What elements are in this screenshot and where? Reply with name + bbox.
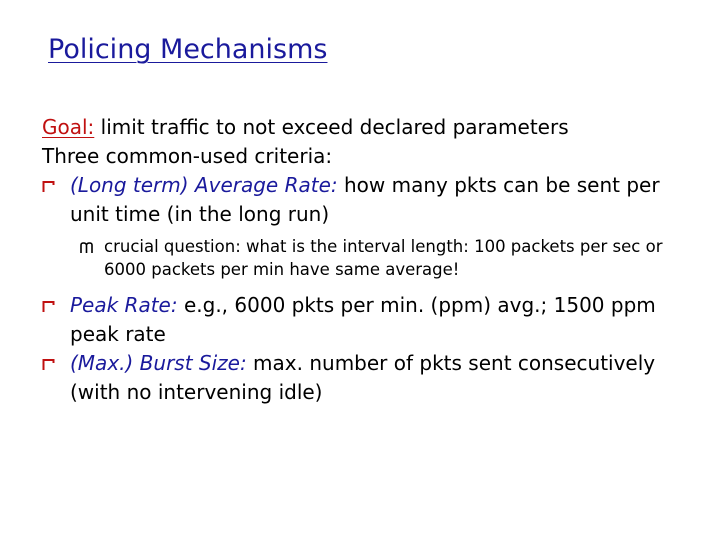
sub-bullet-icon — [80, 242, 93, 253]
bullet-icon — [42, 180, 55, 193]
bullet-text: max. number of pkts sent consecutively (with no intervening idle) — [70, 351, 656, 404]
goal-label: Goal: — [42, 115, 95, 139]
intro-line: Three common-used criteria: — [42, 144, 333, 168]
bullet-icon — [42, 300, 55, 313]
goal-text: limit traffic to not exceed declared parameters — [94, 115, 569, 139]
bullet-term: (Long term) Average Rate: — [70, 173, 338, 197]
bullet-icon — [42, 358, 55, 371]
bullet-text: how many pkts can be sent per unit time (in the long run) — [70, 173, 660, 226]
sub-bullet-interval-question — [80, 235, 692, 281]
goal-line — [42, 113, 692, 142]
bullet-average-rate — [42, 171, 692, 229]
slide-body — [42, 113, 692, 407]
sub-bullet-text: crucial question: what is the interval length: 100 packets per sec or 6000 packets per min have same average! — [104, 237, 663, 279]
bullet-term: Peak Rate: — [70, 293, 178, 317]
slide-title: Policing Mechanisms — [48, 34, 328, 65]
bullet-peak-rate — [42, 291, 692, 349]
bullet-burst-size — [42, 349, 692, 407]
bullet-term: (Max.) Burst Size: — [70, 351, 247, 375]
bullet-text: e.g., 6000 pkts per min. (ppm) avg.; 1500 ppm peak rate — [70, 293, 656, 346]
